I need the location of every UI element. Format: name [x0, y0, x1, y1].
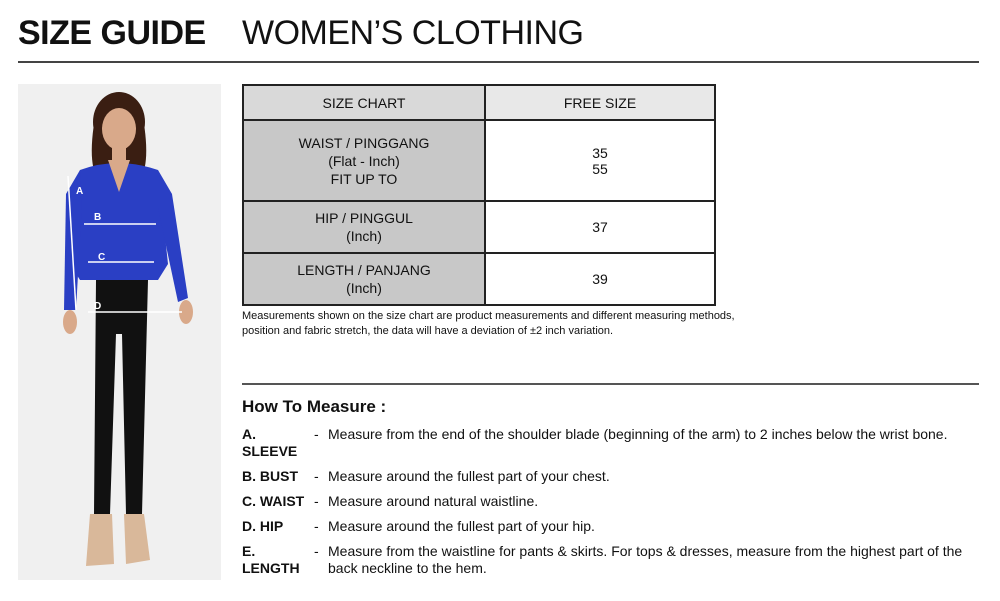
table-row — [243, 120, 715, 201]
row-label: LENGTH / PANJANG — [297, 262, 431, 278]
row-value: 55 — [592, 160, 608, 177]
table-header-row — [243, 85, 715, 120]
measure-desc: Measure around the fullest part of your chest. — [328, 468, 610, 484]
row-label: WAIST / PINGGANG — [298, 134, 430, 151]
label-c: C — [98, 252, 106, 263]
row-unit: (Inch) — [346, 228, 382, 244]
row-value: 39 — [485, 253, 715, 305]
row-value: 37 — [485, 201, 715, 253]
list-item — [242, 426, 982, 460]
row-value-cell — [485, 120, 715, 201]
label-a: A — [76, 186, 84, 197]
table-header-cell: FREE SIZE — [485, 85, 715, 120]
table-row — [243, 253, 715, 305]
header-divider — [18, 61, 979, 63]
measurement-note: Measurements shown on the size chart are product measurements and different measuring methods, position and fabric stretch, the data will have a deviation of ±2 inch variation. — [242, 310, 735, 337]
model-photo — [18, 84, 221, 580]
measure-key: D. HIP — [242, 518, 284, 534]
label-b: B — [94, 212, 102, 223]
list-item — [242, 518, 982, 535]
row-label-cell — [243, 253, 485, 305]
table-row — [243, 201, 715, 253]
row-unit: (Inch) — [346, 280, 382, 296]
measure-desc: Measure from the waistline for pants & skirts. For tops & dresses, measure from the highest part of the back neckline to the hem. — [328, 543, 963, 576]
row-label: HIP / PINGGUL — [315, 210, 413, 226]
measure-dash: - — [314, 518, 319, 534]
size-chart-table — [242, 84, 716, 306]
list-item — [242, 543, 982, 577]
row-label-cell — [243, 201, 485, 253]
row-label: FIT UP TO — [330, 170, 398, 187]
measure-key: A. SLEEVE — [242, 426, 298, 459]
measure-dash: - — [314, 468, 319, 484]
measure-dash: - — [314, 493, 319, 509]
list-item — [242, 468, 982, 485]
table-header-cell: SIZE CHART — [243, 85, 485, 120]
row-label-cell — [243, 120, 485, 201]
section-divider — [242, 383, 979, 385]
model-illustration — [18, 84, 221, 580]
page-subtitle: WOMEN’S CLOTHING — [242, 14, 584, 52]
measure-key: E. LENGTH — [242, 543, 300, 576]
row-value: 35 — [592, 144, 608, 161]
measure-desc: Measure around the fullest part of your hip. — [328, 518, 595, 534]
measure-dash: - — [314, 426, 319, 442]
list-item — [242, 493, 982, 510]
measure-list — [242, 426, 982, 585]
measure-desc: Measure around natural waistline. — [328, 493, 539, 509]
measure-dash: - — [314, 543, 319, 559]
row-unit: (Flat - Inch) — [328, 152, 400, 169]
page-title: SIZE GUIDE — [18, 14, 206, 52]
measure-desc: Measure from the end of the shoulder blade (beginning of the arm) to 2 inches below the wrist bone. — [328, 426, 948, 442]
measure-key: C. WAIST — [242, 493, 305, 509]
how-to-measure-title: How To Measure : — [242, 397, 387, 416]
label-d: D — [94, 301, 102, 312]
measure-key: B. BUST — [242, 468, 298, 484]
